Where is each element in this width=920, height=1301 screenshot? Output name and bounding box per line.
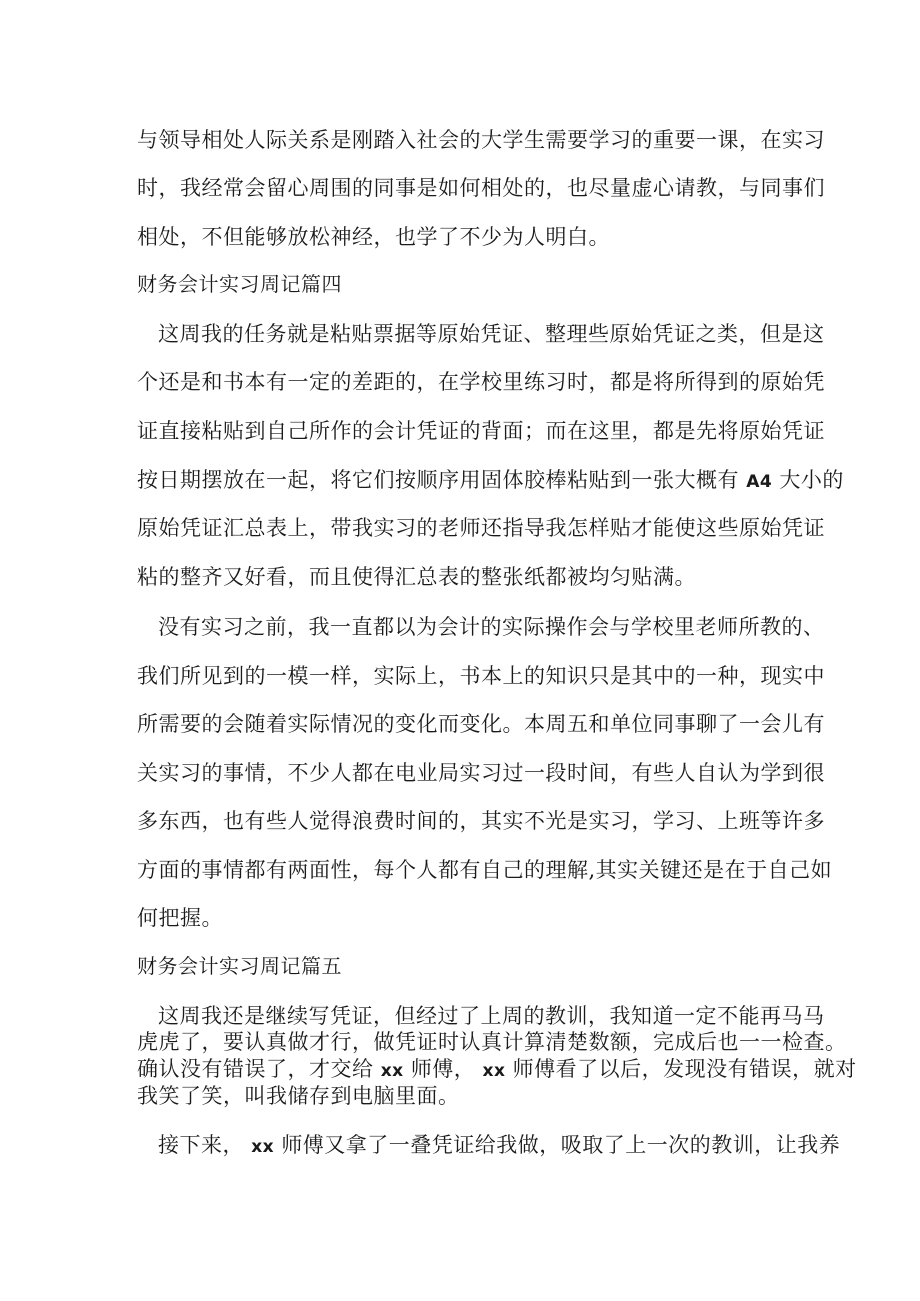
paragraph-line: 所需要的会随着实际情况的变化而变化。本周五和单位同事聊了一会儿有	[137, 712, 825, 736]
text-run: 师傅看了以后，发现没有错误，就对	[512, 1057, 857, 1081]
text-run: 师傅又拿了一叠凭证给我做，吸取了上一次的教训，让我养	[281, 1133, 841, 1157]
paragraph-line	[137, 1053, 857, 1083]
paragraph-line: 没有实习之前，我一直都以为会计的实际操作会与学校里老师所教的、	[158, 615, 825, 639]
paragraph-line: 粘的整齐又好看，而且使得汇总表的整张纸都被均匀贴满。	[137, 565, 696, 589]
paragraph-line: 原始凭证汇总表上，带我实习的老师还指导我怎样贴才能使这些原始凭证	[137, 516, 825, 540]
paragraph-line: 多东西，也有些人觉得浪费时间的，其实不光是实习，学习、上班等许多	[137, 809, 825, 833]
paragraph-line: 这周我的任务就是粘贴票据等原始凭证、整理些原始凭证之类，但是这	[158, 322, 825, 346]
text-run: 确认没有错误了，才交给	[137, 1057, 374, 1081]
paragraph-line: 虎虎了，要认真做才行，做凭证时认真计算清楚数额，完成后也一一检查。	[137, 1030, 847, 1054]
text-run: 按日期摆放在一起，将它们按顺序用固体胶棒粘贴到一张大概有	[137, 468, 739, 492]
paragraph-line: 时，我经常会留心周围的同事是如何相处的，也尽量虚心请教，与同事们	[137, 176, 825, 200]
paragraph-line: 何把握。	[137, 906, 223, 930]
section-heading: 财务会计实习周记篇四	[137, 272, 342, 296]
paragraph-line	[158, 1129, 841, 1159]
text-run: xx	[482, 1061, 506, 1081]
paragraph-line: 方面的事情都有两面性，每个人都有自己的理解,其实关键还是在于自己如	[137, 858, 833, 882]
paragraph-line: 个还是和书本有一定的差距的，在学校里练习时，都是将所得到的原始凭	[137, 370, 825, 394]
text-run: A4	[746, 472, 773, 492]
paragraph-line: 关实习的事情，不少人都在电业局实习过一段时间，有些人自认为学到很	[137, 761, 825, 785]
text-run: 大小的	[779, 468, 844, 492]
paragraph-line: 这周我还是继续写凭证，但经过了上周的教训，我知道一定不能再马马	[158, 1004, 825, 1028]
paragraph-line: 与领导相处人际关系是刚踏入社会的大学生需要学习的重要一课，在实习	[137, 128, 825, 152]
paragraph-line: 相处，不但能够放松神经，也学了不少为人明白。	[137, 225, 610, 249]
text-run: xx	[380, 1061, 404, 1081]
text-run: xx	[251, 1137, 275, 1157]
paragraph-line	[137, 464, 844, 494]
paragraph-line: 我们所见到的一模一样，实际上，书本上的知识只是其中的一种，现实中	[137, 664, 825, 688]
text-run: 接下来，	[158, 1133, 244, 1157]
text-run: 师傅，	[410, 1057, 476, 1081]
section-heading: 财务会计实习周记篇五	[137, 954, 342, 978]
paragraph-line: 证直接粘贴到自己所作的会计凭证的背面；而在这里，都是先将原始凭证	[137, 419, 825, 443]
paragraph-line: 我笑了笑，叫我储存到电脑里面。	[137, 1084, 460, 1108]
